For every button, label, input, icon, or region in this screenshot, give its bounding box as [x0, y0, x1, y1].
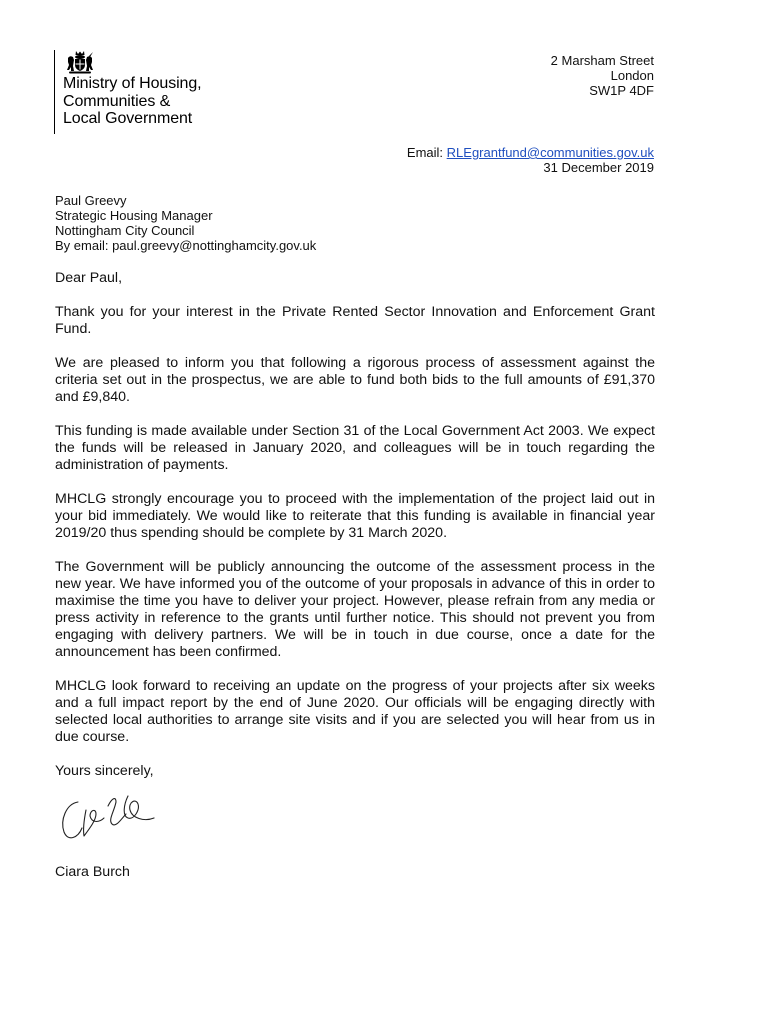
- recipient-line: Paul Greevy: [55, 193, 127, 208]
- recipient-line: Nottingham City Council: [55, 223, 195, 238]
- salutation: Dear Paul,: [55, 270, 123, 286]
- body-paragraph: Thank you for your interest in the Private Rented Sector Innovation and Enforcement Grant Fund.: [55, 304, 655, 337]
- signatory-name: Ciara Burch: [55, 864, 130, 880]
- email-link[interactable]: RLEgrantfund@communities.gov.uk: [446, 145, 654, 160]
- contact-block: [407, 145, 654, 175]
- address-line: SW1P 4DF: [589, 83, 654, 98]
- body-paragraph: The Government will be publicly announcing the outcome of the assessment process in the new year. We have informed you of the outcome of your proposals in advance of this in order to maximise the time you have to deliver your project. However, please refrain from any media or press activity in reference to the grants until further notice. This should not prevent you from engaging with delivery partners. We will be in touch in due course, once a date for the announcement has been confirmed.: [55, 559, 655, 660]
- department-logo: [54, 50, 202, 134]
- department-name-line: Communities &: [63, 92, 171, 110]
- address-line: 2 Marsham Street: [550, 53, 654, 68]
- body-paragraph: MHCLG look forward to receiving an update on the progress of your projects after six weeks and a full impact report by the end of June 2020. Our officials will be engaging directly with selected local authorities to arrange site visits and if you are selected you will hear from us in due course.: [55, 678, 655, 745]
- body-paragraph: MHCLG strongly encourage you to proceed with the implementation of the project laid out in your bid immediately. We would like to reiterate that this funding is available in financial year 2019/20 thus spending should be complete by 31 March 2020.: [55, 491, 655, 541]
- department-name-line: Ministry of Housing,: [63, 75, 202, 92]
- department-name-line: Local Government: [63, 110, 193, 127]
- body-paragraph: We are pleased to inform you that following a rigorous process of assessment against the criteria set out in the prospectus, we are able to fund both bids to the full amounts of £91,370 and £9,840.: [55, 355, 655, 405]
- sender-address: [551, 53, 654, 98]
- body-paragraph: This funding is made available under Section 31 of the Local Government Act 2003. We expect the funds will be released in January 2020, and colleagues will be in touch regarding the administration of payments.: [55, 423, 655, 473]
- closing: Yours sincerely,: [55, 763, 154, 779]
- address-line: London: [610, 68, 654, 83]
- royal-coat-of-arms-icon: [65, 50, 95, 74]
- email-label: Email:: [406, 145, 447, 160]
- recipient-address: [55, 193, 316, 253]
- department-name: [63, 75, 202, 128]
- letter-date: 31 December 2019: [543, 160, 654, 175]
- recipient-line: By email: paul.greevy@nottinghamcity.gov.uk: [55, 238, 317, 253]
- letter-body: [55, 270, 655, 797]
- handwritten-signature: [56, 788, 166, 848]
- recipient-line: Strategic Housing Manager: [55, 208, 213, 223]
- email-line: [407, 145, 654, 160]
